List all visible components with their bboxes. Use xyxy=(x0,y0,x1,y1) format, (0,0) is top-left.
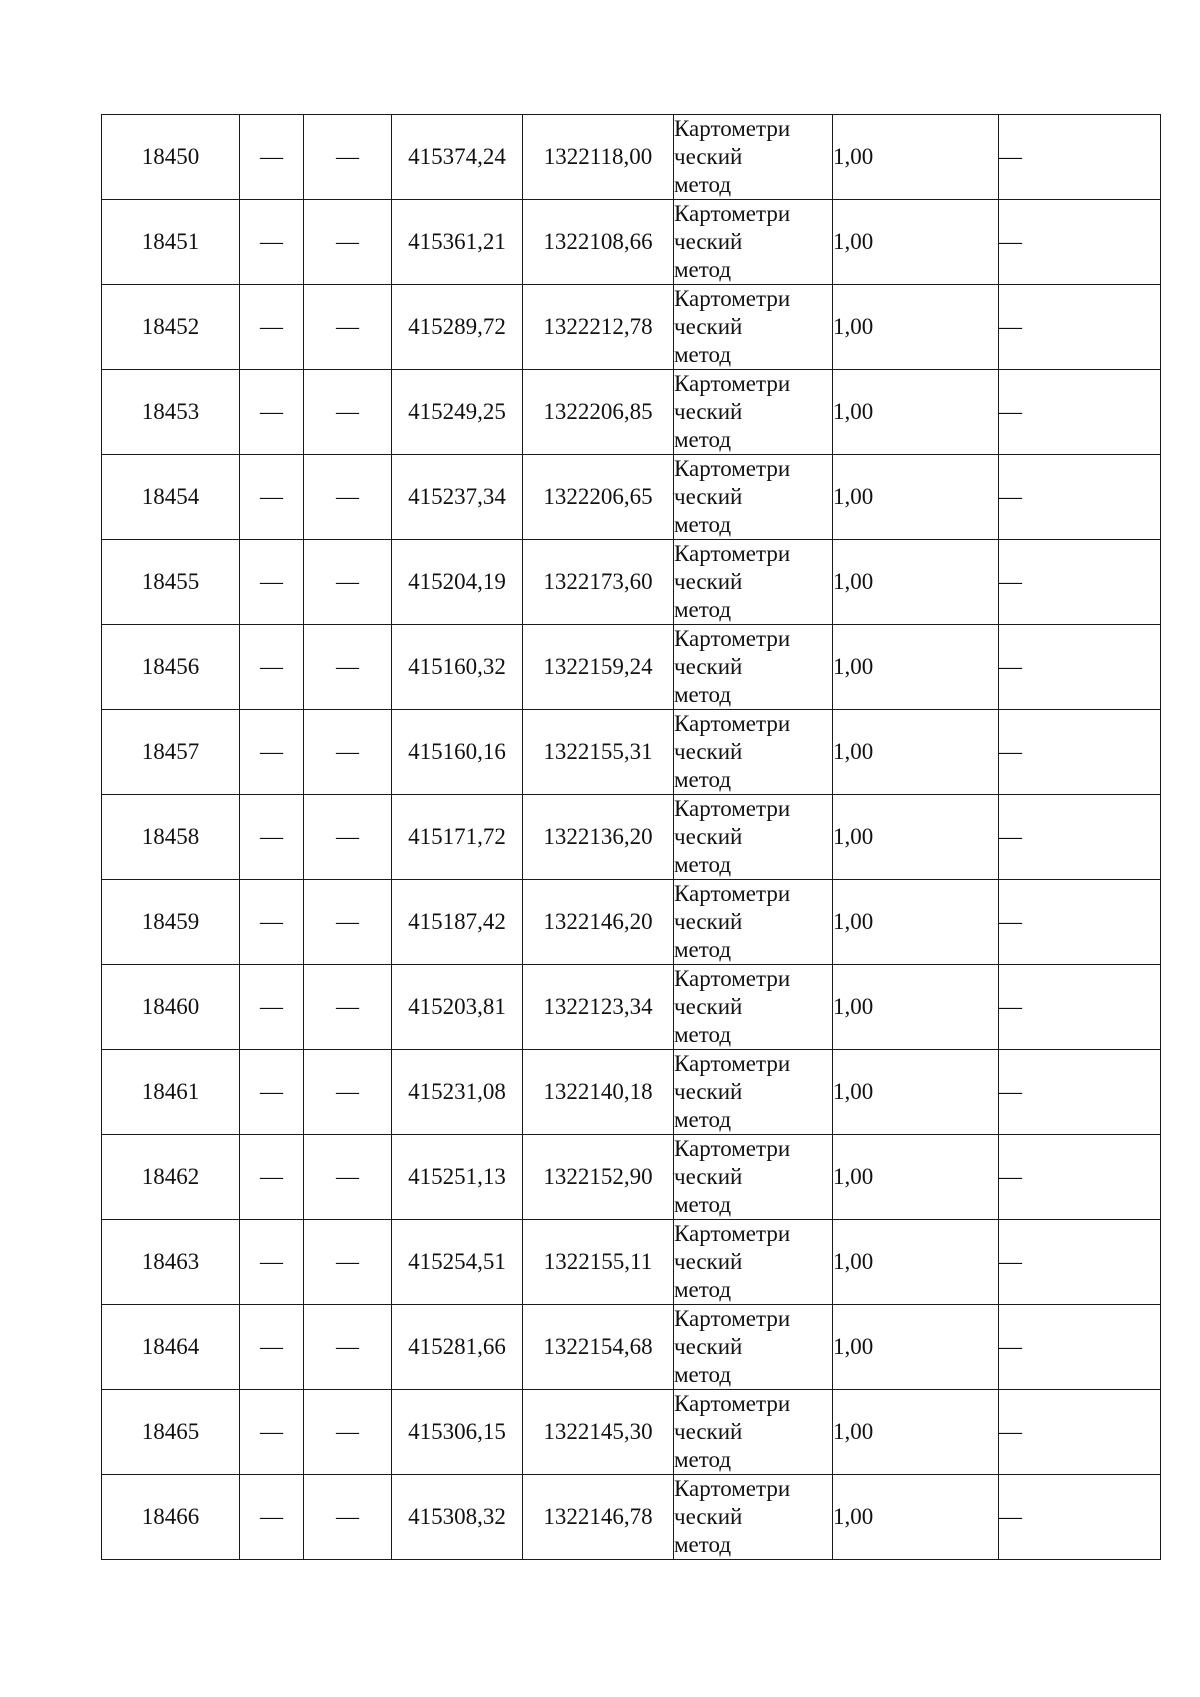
method-cell xyxy=(674,1050,833,1135)
y-coordinate-cell: 1322155,11 xyxy=(523,1220,674,1305)
table-body xyxy=(102,115,1161,1560)
method-text-line: ческий xyxy=(674,1164,743,1189)
empty-dash-cell: — xyxy=(999,455,1161,540)
table-row xyxy=(102,370,1161,455)
y-coordinate-cell: 1322154,68 xyxy=(523,1305,674,1390)
method-text-line: ческий xyxy=(674,824,743,849)
empty-dash-cell: — xyxy=(304,1220,392,1305)
y-coordinate-cell: 1322140,18 xyxy=(523,1050,674,1135)
method-text-line: ческий xyxy=(674,739,743,764)
accuracy-cell: 1,00 xyxy=(833,1050,999,1135)
y-coordinate-cell: 1322108,66 xyxy=(523,200,674,285)
table-row xyxy=(102,1220,1161,1305)
accuracy-cell: 1,00 xyxy=(833,965,999,1050)
accuracy-cell: 1,00 xyxy=(833,625,999,710)
y-coordinate-cell: 1322155,31 xyxy=(523,710,674,795)
method-text-line: метод xyxy=(674,172,732,197)
method-text-line: Картометри xyxy=(674,1391,791,1416)
table-row xyxy=(102,795,1161,880)
method-cell xyxy=(674,455,833,540)
empty-dash-cell: — xyxy=(999,1475,1161,1560)
method-cell xyxy=(674,880,833,965)
accuracy-cell: 1,00 xyxy=(833,115,999,200)
empty-dash-cell: — xyxy=(999,795,1161,880)
method-text-line: метод xyxy=(674,682,732,707)
table-row xyxy=(102,625,1161,710)
method-cell xyxy=(674,1135,833,1220)
x-coordinate-cell: 415171,72 xyxy=(392,795,523,880)
x-coordinate-cell: 415306,15 xyxy=(392,1390,523,1475)
method-cell xyxy=(674,1220,833,1305)
empty-dash-cell: — xyxy=(999,540,1161,625)
method-text-line: метод xyxy=(674,937,732,962)
point-number-cell: 18457 xyxy=(102,710,240,795)
table-row xyxy=(102,285,1161,370)
point-number-cell: 18460 xyxy=(102,965,240,1050)
empty-dash-cell: — xyxy=(999,1305,1161,1390)
accuracy-cell: 1,00 xyxy=(833,795,999,880)
empty-dash-cell: — xyxy=(304,1475,392,1560)
point-number-cell: 18459 xyxy=(102,880,240,965)
accuracy-cell: 1,00 xyxy=(833,1135,999,1220)
method-text-line: Картометри xyxy=(674,1476,791,1501)
point-number-cell: 18463 xyxy=(102,1220,240,1305)
empty-dash-cell: — xyxy=(240,1220,304,1305)
method-text-line: метод xyxy=(674,427,732,452)
empty-dash-cell: — xyxy=(240,880,304,965)
method-text-line: Картометри xyxy=(674,286,791,311)
method-text-line: Картометри xyxy=(674,966,791,991)
point-number-cell: 18462 xyxy=(102,1135,240,1220)
method-text-line: Картометри xyxy=(674,1051,791,1076)
method-text-line: метод xyxy=(674,1532,732,1557)
point-number-cell: 18455 xyxy=(102,540,240,625)
method-text-line: метод xyxy=(674,257,732,282)
x-coordinate-cell: 415251,13 xyxy=(392,1135,523,1220)
x-coordinate-cell: 415374,24 xyxy=(392,115,523,200)
y-coordinate-cell: 1322145,30 xyxy=(523,1390,674,1475)
empty-dash-cell: — xyxy=(304,1050,392,1135)
empty-dash-cell: — xyxy=(304,285,392,370)
accuracy-cell: 1,00 xyxy=(833,880,999,965)
method-text-line: Картометри xyxy=(674,881,791,906)
method-text-line: Картометри xyxy=(674,371,791,396)
accuracy-cell: 1,00 xyxy=(833,1390,999,1475)
method-text-line: ческий xyxy=(674,1334,743,1359)
method-text-line: ческий xyxy=(674,399,743,424)
empty-dash-cell: — xyxy=(304,370,392,455)
method-text-line: ческий xyxy=(674,229,743,254)
table-row xyxy=(102,1135,1161,1220)
method-cell xyxy=(674,285,833,370)
point-number-cell: 18456 xyxy=(102,625,240,710)
empty-dash-cell: — xyxy=(240,115,304,200)
accuracy-cell: 1,00 xyxy=(833,1305,999,1390)
method-text-line: ческий xyxy=(674,1504,743,1529)
empty-dash-cell: — xyxy=(240,1475,304,1560)
point-number-cell: 18453 xyxy=(102,370,240,455)
method-cell xyxy=(674,625,833,710)
method-text-line: ческий xyxy=(674,484,743,509)
method-cell xyxy=(674,965,833,1050)
empty-dash-cell: — xyxy=(240,625,304,710)
y-coordinate-cell: 1322123,34 xyxy=(523,965,674,1050)
table-row xyxy=(102,965,1161,1050)
accuracy-cell: 1,00 xyxy=(833,540,999,625)
empty-dash-cell: — xyxy=(240,370,304,455)
method-text-line: Картометри xyxy=(674,201,791,226)
method-text-line: метод xyxy=(674,1192,732,1217)
x-coordinate-cell: 415160,16 xyxy=(392,710,523,795)
point-number-cell: 18464 xyxy=(102,1305,240,1390)
y-coordinate-cell: 1322152,90 xyxy=(523,1135,674,1220)
y-coordinate-cell: 1322136,20 xyxy=(523,795,674,880)
method-text-line: ческий xyxy=(674,144,743,169)
x-coordinate-cell: 415254,51 xyxy=(392,1220,523,1305)
method-text-line: метод xyxy=(674,852,732,877)
x-coordinate-cell: 415361,21 xyxy=(392,200,523,285)
x-coordinate-cell: 415203,81 xyxy=(392,965,523,1050)
table-row xyxy=(102,115,1161,200)
method-text-line: метод xyxy=(674,1447,732,1472)
accuracy-cell: 1,00 xyxy=(833,285,999,370)
point-number-cell: 18461 xyxy=(102,1050,240,1135)
point-number-cell: 18452 xyxy=(102,285,240,370)
empty-dash-cell: — xyxy=(999,1050,1161,1135)
y-coordinate-cell: 1322146,78 xyxy=(523,1475,674,1560)
table-row xyxy=(102,200,1161,285)
point-number-cell: 18458 xyxy=(102,795,240,880)
method-cell xyxy=(674,795,833,880)
empty-dash-cell: — xyxy=(304,1305,392,1390)
y-coordinate-cell: 1322206,65 xyxy=(523,455,674,540)
method-cell xyxy=(674,370,833,455)
accuracy-cell: 1,00 xyxy=(833,1475,999,1560)
empty-dash-cell: — xyxy=(304,710,392,795)
empty-dash-cell: — xyxy=(999,115,1161,200)
x-coordinate-cell: 415187,42 xyxy=(392,880,523,965)
accuracy-cell: 1,00 xyxy=(833,370,999,455)
x-coordinate-cell: 415308,32 xyxy=(392,1475,523,1560)
empty-dash-cell: — xyxy=(304,1390,392,1475)
x-coordinate-cell: 415281,66 xyxy=(392,1305,523,1390)
table-row xyxy=(102,540,1161,625)
empty-dash-cell: — xyxy=(999,370,1161,455)
method-cell xyxy=(674,1475,833,1560)
method-cell xyxy=(674,1390,833,1475)
empty-dash-cell: — xyxy=(999,1220,1161,1305)
y-coordinate-cell: 1322118,00 xyxy=(523,115,674,200)
empty-dash-cell: — xyxy=(240,710,304,795)
method-text-line: метод xyxy=(674,342,732,367)
method-text-line: Картометри xyxy=(674,541,791,566)
empty-dash-cell: — xyxy=(240,200,304,285)
method-text-line: ческий xyxy=(674,1419,743,1444)
method-text-line: метод xyxy=(674,1277,732,1302)
accuracy-cell: 1,00 xyxy=(833,455,999,540)
method-text-line: ческий xyxy=(674,654,743,679)
x-coordinate-cell: 415160,32 xyxy=(392,625,523,710)
method-text-line: Картометри xyxy=(674,1221,791,1246)
empty-dash-cell: — xyxy=(999,710,1161,795)
empty-dash-cell: — xyxy=(240,285,304,370)
empty-dash-cell: — xyxy=(240,455,304,540)
method-text-line: Картометри xyxy=(674,116,791,141)
method-cell xyxy=(674,1305,833,1390)
table-row xyxy=(102,1390,1161,1475)
method-text-line: ческий xyxy=(674,569,743,594)
method-text-line: метод xyxy=(674,1022,732,1047)
point-number-cell: 18451 xyxy=(102,200,240,285)
y-coordinate-cell: 1322212,78 xyxy=(523,285,674,370)
method-text-line: ческий xyxy=(674,909,743,934)
empty-dash-cell: — xyxy=(240,1390,304,1475)
table-row xyxy=(102,1305,1161,1390)
y-coordinate-cell: 1322173,60 xyxy=(523,540,674,625)
empty-dash-cell: — xyxy=(240,1135,304,1220)
empty-dash-cell: — xyxy=(240,540,304,625)
point-number-cell: 18450 xyxy=(102,115,240,200)
method-text-line: ческий xyxy=(674,1079,743,1104)
empty-dash-cell: — xyxy=(304,115,392,200)
empty-dash-cell: — xyxy=(304,880,392,965)
empty-dash-cell: — xyxy=(999,285,1161,370)
empty-dash-cell: — xyxy=(304,200,392,285)
empty-dash-cell: — xyxy=(304,1135,392,1220)
empty-dash-cell: — xyxy=(999,625,1161,710)
accuracy-cell: 1,00 xyxy=(833,1220,999,1305)
y-coordinate-cell: 1322206,85 xyxy=(523,370,674,455)
table-row xyxy=(102,880,1161,965)
method-text-line: метод xyxy=(674,767,732,792)
empty-dash-cell: — xyxy=(240,1050,304,1135)
method-text-line: Картометри xyxy=(674,1136,791,1161)
empty-dash-cell: — xyxy=(304,795,392,880)
table-row xyxy=(102,1050,1161,1135)
method-cell xyxy=(674,115,833,200)
empty-dash-cell: — xyxy=(999,1135,1161,1220)
table-row xyxy=(102,710,1161,795)
method-text-line: Картометри xyxy=(674,1306,791,1331)
y-coordinate-cell: 1322146,20 xyxy=(523,880,674,965)
x-coordinate-cell: 415231,08 xyxy=(392,1050,523,1135)
method-text-line: метод xyxy=(674,1107,732,1132)
method-text-line: метод xyxy=(674,1362,732,1387)
empty-dash-cell: — xyxy=(999,200,1161,285)
x-coordinate-cell: 415249,25 xyxy=(392,370,523,455)
x-coordinate-cell: 415237,34 xyxy=(392,455,523,540)
table-row xyxy=(102,1475,1161,1560)
table-row xyxy=(102,455,1161,540)
point-number-cell: 18465 xyxy=(102,1390,240,1475)
method-cell xyxy=(674,540,833,625)
coordinates-table xyxy=(101,114,1161,1560)
empty-dash-cell: — xyxy=(304,540,392,625)
method-cell xyxy=(674,710,833,795)
empty-dash-cell: — xyxy=(304,625,392,710)
method-text-line: ческий xyxy=(674,314,743,339)
empty-dash-cell: — xyxy=(999,880,1161,965)
empty-dash-cell: — xyxy=(240,1305,304,1390)
method-text-line: Картометри xyxy=(674,456,791,481)
method-text-line: ческий xyxy=(674,1249,743,1274)
empty-dash-cell: — xyxy=(999,965,1161,1050)
method-text-line: Картометри xyxy=(674,796,791,821)
method-text-line: ческий xyxy=(674,994,743,1019)
method-text-line: метод xyxy=(674,597,732,622)
point-number-cell: 18454 xyxy=(102,455,240,540)
y-coordinate-cell: 1322159,24 xyxy=(523,625,674,710)
method-text-line: Картометри xyxy=(674,711,791,736)
empty-dash-cell: — xyxy=(304,965,392,1050)
accuracy-cell: 1,00 xyxy=(833,200,999,285)
method-text-line: Картометри xyxy=(674,626,791,651)
empty-dash-cell: — xyxy=(240,795,304,880)
method-cell xyxy=(674,200,833,285)
accuracy-cell: 1,00 xyxy=(833,710,999,795)
empty-dash-cell: — xyxy=(240,965,304,1050)
x-coordinate-cell: 415289,72 xyxy=(392,285,523,370)
x-coordinate-cell: 415204,19 xyxy=(392,540,523,625)
empty-dash-cell: — xyxy=(304,455,392,540)
point-number-cell: 18466 xyxy=(102,1475,240,1560)
empty-dash-cell: — xyxy=(999,1390,1161,1475)
method-text-line: метод xyxy=(674,512,732,537)
